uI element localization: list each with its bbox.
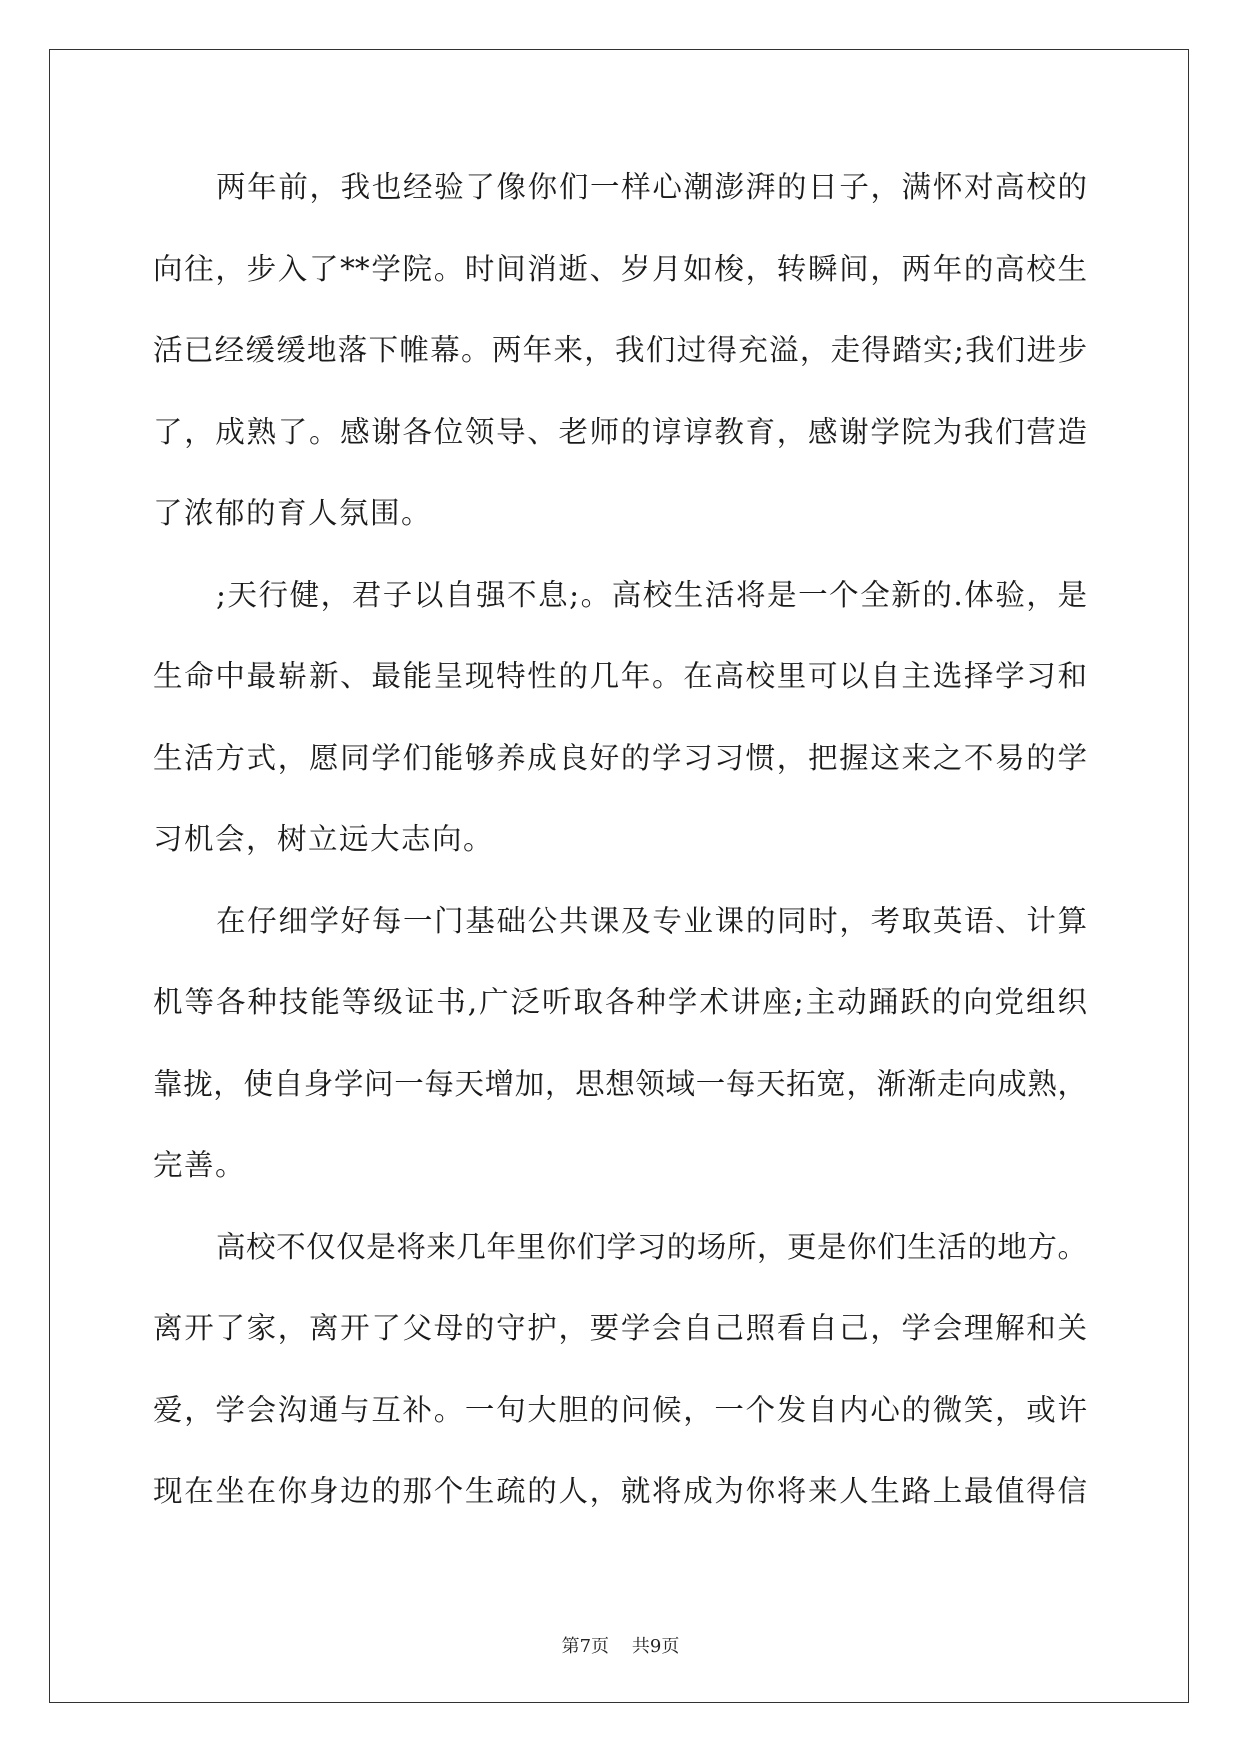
text-line: 现在坐在你身边的那个生疏的人，就将成为你将来人生路上最值得信 xyxy=(153,1474,1087,1508)
page-footer: 第7页 共9页 xyxy=(561,1636,680,1657)
text-line: 机等各种技能等级证书,广泛听取各种学术讲座;主动踊跃的向党组织 xyxy=(153,985,1087,1019)
text-line: 高校不仅仅是将来几年里你们学习的场所，更是你们生活的地方。 xyxy=(216,1229,1087,1264)
text-line: 习机会，树立远大志向。 xyxy=(153,822,495,856)
text-line: 了浓郁的育人氛围。 xyxy=(153,496,433,530)
text-line: ;天行健，君子以自强不息;。高校生活将是一个全新的.体验，是 xyxy=(216,577,1087,612)
text-line: 靠拢，使自身学问一每天增加，思想领域一每天拓宽，渐渐走向成熟， xyxy=(153,1066,1087,1101)
text-line: 活已经缓缓地落下帷幕。两年来，我们过得充溢，走得踏实;我们进步 xyxy=(153,333,1087,367)
text-line: 了，成熟了。感谢各位领导、老师的谆谆教育，感谢学院为我们营造 xyxy=(153,414,1087,449)
text-line: 完善。 xyxy=(153,1148,247,1182)
text-line: 离开了家，离开了父母的守护，要学会自己照看自己，学会理解和关 xyxy=(153,1311,1087,1345)
text-line: 向往，步入了**学院。时间消逝、岁月如梭，转瞬间，两年的高校生 xyxy=(153,251,1087,286)
document-body xyxy=(153,146,1087,1532)
text-line: 爱，学会沟通与互补。一句大胆的问候，一个发自内心的微笑，或许 xyxy=(153,1392,1087,1427)
text-line: 在仔细学好每一门基础公共课及专业课的同时，考取英语、计算 xyxy=(216,903,1087,938)
text-line: 两年前，我也经验了像你们一样心潮澎湃的日子，满怀对高校的 xyxy=(216,170,1087,204)
text-line: 生命中最崭新、最能呈现特性的几年。在高校里可以自主选择学习和 xyxy=(153,659,1087,693)
text-line: 生活方式，愿同学们能够养成良好的学习习惯，把握这来之不易的学 xyxy=(153,740,1087,775)
